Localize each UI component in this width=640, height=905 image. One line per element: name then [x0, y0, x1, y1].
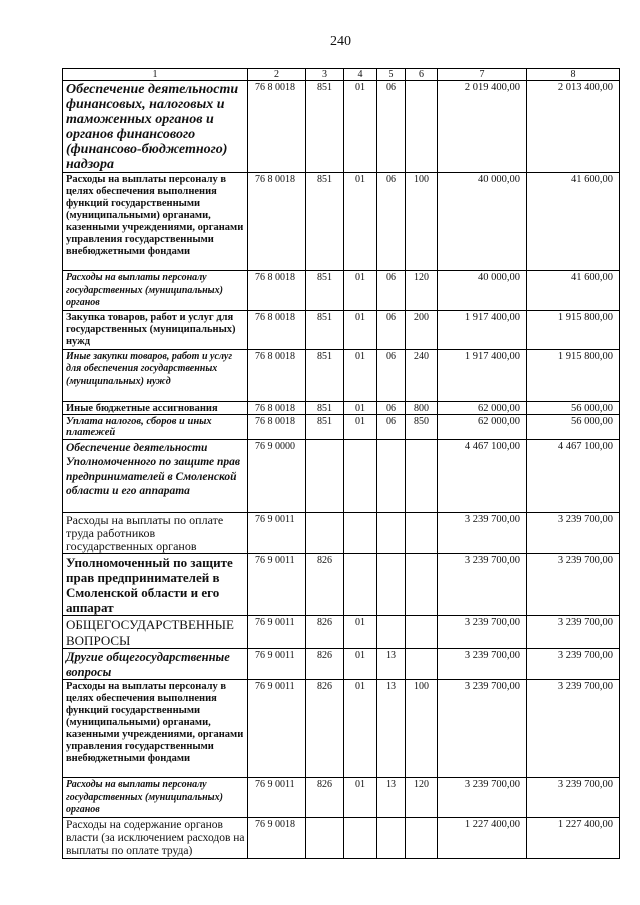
column-number-header: 8 — [527, 69, 620, 81]
target-code: 76 9 0011 — [248, 778, 306, 818]
admin-code: 826 — [306, 778, 344, 818]
amount-1: 3 239 700,00 — [438, 554, 527, 616]
amount-1: 40 000,00 — [438, 271, 527, 311]
row-name: Уполномоченный по защите прав предпринимателей в Смоленской области и его аппарат — [63, 554, 248, 616]
expense-type-code: 120 — [406, 778, 438, 818]
amount-1: 1 917 400,00 — [438, 349, 527, 401]
table-header-row — [63, 69, 620, 81]
section-code — [344, 512, 377, 554]
table-row — [63, 512, 620, 554]
amount-2: 56 000,00 — [527, 414, 620, 439]
section-code: 01 — [344, 81, 377, 173]
target-code: 76 9 0011 — [248, 512, 306, 554]
expense-type-code — [406, 616, 438, 649]
amount-1: 3 239 700,00 — [438, 649, 527, 680]
row-name: Иные бюджетные ассигнования — [63, 401, 248, 414]
table-row — [63, 349, 620, 401]
expense-type-code: 240 — [406, 349, 438, 401]
target-code: 76 9 0011 — [248, 616, 306, 649]
amount-2: 3 239 700,00 — [527, 680, 620, 778]
subsection-code — [377, 616, 406, 649]
target-code: 76 8 0018 — [248, 173, 306, 271]
section-code — [344, 439, 377, 512]
row-name: Иные закупки товаров, работ и услуг для обеспечения государственных (муниципальных) нужд — [63, 349, 248, 401]
table-row — [63, 439, 620, 512]
expense-type-code: 850 — [406, 414, 438, 439]
table-row — [63, 401, 620, 414]
subsection-code: 06 — [377, 271, 406, 311]
target-code: 76 8 0018 — [248, 310, 306, 349]
table-row — [63, 554, 620, 616]
subsection-code: 06 — [377, 401, 406, 414]
admin-code: 851 — [306, 81, 344, 173]
amount-2: 2 013 400,00 — [527, 81, 620, 173]
section-code: 01 — [344, 271, 377, 311]
subsection-code — [377, 512, 406, 554]
amount-2: 4 467 100,00 — [527, 439, 620, 512]
subsection-code: 13 — [377, 680, 406, 778]
subsection-code: 06 — [377, 349, 406, 401]
subsection-code — [377, 554, 406, 616]
expense-type-code — [406, 649, 438, 680]
expense-type-code — [406, 818, 438, 859]
target-code: 76 9 0011 — [248, 554, 306, 616]
expense-type-code: 800 — [406, 401, 438, 414]
table-row — [63, 818, 620, 859]
target-code: 76 8 0018 — [248, 349, 306, 401]
amount-1: 3 239 700,00 — [438, 680, 527, 778]
expense-type-code: 200 — [406, 310, 438, 349]
row-name: Обеспечение деятельности финансовых, налоговых и таможенных органов и органов финансового (финансово-бюджетного) надзора — [63, 81, 248, 173]
budget-table — [62, 68, 620, 859]
amount-2: 41 600,00 — [527, 173, 620, 271]
page-number: 240 — [330, 34, 351, 49]
table-row — [63, 778, 620, 818]
target-code: 76 9 0000 — [248, 439, 306, 512]
column-number-header: 1 — [63, 69, 248, 81]
amount-1: 3 239 700,00 — [438, 616, 527, 649]
admin-code: 826 — [306, 649, 344, 680]
amount-1: 1 917 400,00 — [438, 310, 527, 349]
row-name: Расходы на выплаты персоналу государственных (муниципальных) органов — [63, 271, 248, 311]
amount-1: 62 000,00 — [438, 401, 527, 414]
admin-code: 826 — [306, 680, 344, 778]
row-name: Расходы на содержание органов власти (за исключением расходов на выплаты по оплате труда) — [63, 818, 248, 859]
target-code: 76 8 0018 — [248, 81, 306, 173]
subsection-code: 13 — [377, 778, 406, 818]
admin-code: 826 — [306, 616, 344, 649]
table-row — [63, 414, 620, 439]
target-code: 76 8 0018 — [248, 414, 306, 439]
expense-type-code — [406, 439, 438, 512]
table-row — [63, 616, 620, 649]
column-number-header: 2 — [248, 69, 306, 81]
admin-code: 826 — [306, 554, 344, 616]
amount-1: 1 227 400,00 — [438, 818, 527, 859]
table-row — [63, 310, 620, 349]
subsection-code: 06 — [377, 414, 406, 439]
amount-2: 1 915 800,00 — [527, 349, 620, 401]
admin-code: 851 — [306, 310, 344, 349]
expense-type-code — [406, 554, 438, 616]
section-code: 01 — [344, 173, 377, 271]
amount-1: 3 239 700,00 — [438, 512, 527, 554]
subsection-code — [377, 818, 406, 859]
section-code: 01 — [344, 680, 377, 778]
section-code: 01 — [344, 349, 377, 401]
column-number-header: 7 — [438, 69, 527, 81]
amount-1: 62 000,00 — [438, 414, 527, 439]
admin-code: 851 — [306, 401, 344, 414]
row-name: Расходы на выплаты персоналу государственных (муниципальных) органов — [63, 778, 248, 818]
subsection-code: 06 — [377, 310, 406, 349]
section-code: 01 — [344, 778, 377, 818]
amount-2: 56 000,00 — [527, 401, 620, 414]
row-name: Расходы на выплаты персоналу в целях обеспечения выполнения функций государственными (муниципальными) органами, казенными учреждениями, органами управления государственными внебюджетными фондами — [63, 680, 248, 778]
expense-type-code: 100 — [406, 173, 438, 271]
amount-2: 3 239 700,00 — [527, 649, 620, 680]
row-name: Расходы на выплаты по оплате труда работников государственных органов — [63, 512, 248, 554]
amount-2: 3 239 700,00 — [527, 512, 620, 554]
table-row — [63, 173, 620, 271]
admin-code — [306, 512, 344, 554]
section-code — [344, 554, 377, 616]
admin-code — [306, 818, 344, 859]
column-number-header: 6 — [406, 69, 438, 81]
subsection-code: 06 — [377, 81, 406, 173]
amount-1: 2 019 400,00 — [438, 81, 527, 173]
section-code: 01 — [344, 414, 377, 439]
column-number-header: 5 — [377, 69, 406, 81]
section-code: 01 — [344, 401, 377, 414]
expense-type-code: 100 — [406, 680, 438, 778]
column-number-header: 3 — [306, 69, 344, 81]
target-code: 76 8 0018 — [248, 401, 306, 414]
expense-type-code: 120 — [406, 271, 438, 311]
section-code: 01 — [344, 649, 377, 680]
row-name: Уплата налогов, сборов и иных платежей — [63, 414, 248, 439]
admin-code: 851 — [306, 414, 344, 439]
amount-2: 3 239 700,00 — [527, 778, 620, 818]
section-code: 01 — [344, 616, 377, 649]
target-code: 76 9 0011 — [248, 649, 306, 680]
subsection-code: 06 — [377, 173, 406, 271]
amount-1: 40 000,00 — [438, 173, 527, 271]
admin-code: 851 — [306, 271, 344, 311]
amount-1: 4 467 100,00 — [438, 439, 527, 512]
row-name: Закупка товаров, работ и услуг для государственных (муниципальных) нужд — [63, 310, 248, 349]
table-row — [63, 81, 620, 173]
table-row — [63, 271, 620, 311]
amount-2: 1 227 400,00 — [527, 818, 620, 859]
expense-type-code — [406, 512, 438, 554]
target-code: 76 9 0011 — [248, 680, 306, 778]
row-name: Расходы на выплаты персоналу в целях обеспечения выполнения функций государственными (муниципальными) органами, казенными учреждениями, органами управления государственными внебюджетными фондами — [63, 173, 248, 271]
row-name: Другие общегосударственные вопросы — [63, 649, 248, 680]
amount-2: 3 239 700,00 — [527, 616, 620, 649]
table-row — [63, 680, 620, 778]
amount-2: 41 600,00 — [527, 271, 620, 311]
admin-code: 851 — [306, 173, 344, 271]
section-code — [344, 818, 377, 859]
subsection-code — [377, 439, 406, 512]
row-name: Обеспечение деятельности Уполномоченного по защите прав предпринимателей в Смоленской области и его аппарата — [63, 439, 248, 512]
table-row — [63, 649, 620, 680]
expense-type-code — [406, 81, 438, 173]
section-code: 01 — [344, 310, 377, 349]
target-code: 76 8 0018 — [248, 271, 306, 311]
amount-2: 1 915 800,00 — [527, 310, 620, 349]
amount-1: 3 239 700,00 — [438, 778, 527, 818]
admin-code: 851 — [306, 349, 344, 401]
amount-2: 3 239 700,00 — [527, 554, 620, 616]
row-name: ОБЩЕГОСУДАРСТВЕННЫЕ ВОПРОСЫ — [63, 616, 248, 649]
column-number-header: 4 — [344, 69, 377, 81]
subsection-code: 13 — [377, 649, 406, 680]
target-code: 76 9 0018 — [248, 818, 306, 859]
admin-code — [306, 439, 344, 512]
